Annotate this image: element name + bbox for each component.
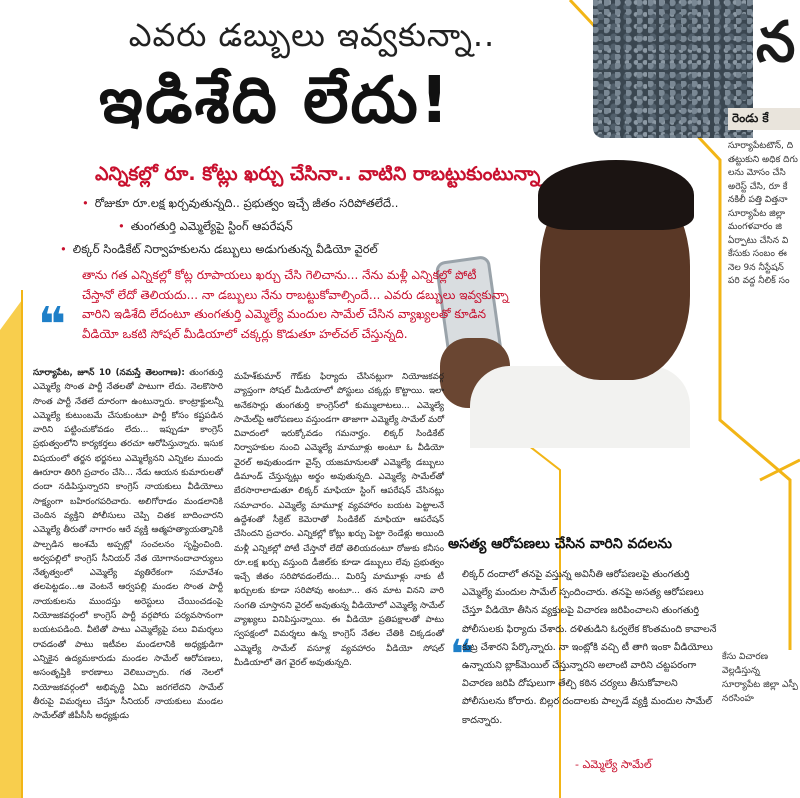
article-column-1 (33, 366, 223, 723)
main-headline: ఇడిశేది లేదు! (98, 64, 451, 138)
neighbor-headline: న (756, 10, 796, 75)
bullet-item: • రోజుకూ రూ.లక్ష ఖర్చవుతున్నది.. ప్రభుత్వం ఇచ్చే జీతం సరిపోతలేదే.. (82, 196, 399, 210)
article-column-2: మహేశ్‌కుమార్ గౌడ్‌కు ఫిర్యాదు చేసినట్లుగా నియోజకవర్గ వ్యాప్తంగా సోషల్ మీడియాలో పోస్టులు చక్కర్లు కొట్టాయి. ఇలా అనేకసార్లు తుంగతుర్తి కాంగ్రెస్‌లో కుమ్ములాటలు... ఎమ్మెల్యే సామేల్‌పై ఆరోపణలు వస్తుండగా తాజాగా ఎమ్మెల్యే సామేల్ మరో వివాదంలో ఇరుక్కోవడం గమనార్హం. లిక్కర్ సిండికేట్ నిర్వాహకుల నుంచి ఎమ్మెల్యే మామూళ్లు అంటూ ఓ వీడియో వైరల్ అవుతుండగా వైన్స్ యజమానులతో ఎమ్మెల్యే డబ్బులు డిమాండ్ చేస్తున్నట్లు అర్థం అవుతున్నది. ఎమ్మెల్యే సామేల్‌తో బేరసారాలాడుతూ లిక్కర్ మాఫియా స్టింగ్ ఆపరేషన్ చేసినట్లు సమాచారం. ఎమ్మెల్యే మామూళ్ల వ్యవహారం బయట పెట్టాలనే ఉద్దేశంతో సీక్రెట్ కెమెరాతో సిండికేట్ మాఫియా ఆపరేషన్ చేసిందని ప్రచారం. ఎన్నికల్లో కోట్లు ఖర్చు పెట్టా రెండేళ్లు అయింది మళ్లీ ఎన్నికల్లో పోటీ చేస్తానో లేదో తెలియదంటూ రోజుకు కనీసం రూ.లక్ష ఖర్చు వస్తుంది డీజిల్‌కు కూడా డబ్బులు లేవు ప్రభుత్వం ఇచ్చే జీతం సరిపోవడంలేదు... మిరిస్తే మామూళ్లు నాకు టీ ఖర్చులకు కూడా సరిపోవు అంటూ... తన మాట వినని వారి సంగతి చూస్తానని వైరల్ అవుతున్న వీడియోలో ఎమ్మెల్యే సామేల్ వ్యాఖ్యలు వినిపిస్తున్నాయి. ఈ వీడియో ప్రతిపక్షాలతో పాటు స్వపక్షంలో విమర్శలు ఉన్న కాంగ్రెస్ నేతల చేతికి చిక్కడంతో ఎమ్మెల్యే సామేల్ వసూళ్ల వ్యవహారం వీడియో సోషల్ మీడియాలో తెగ వైరల్ అవుతున్నది. (234, 372, 444, 668)
dateline: సూర్యాపేట, జూన్ 10 (నమస్తే తెలంగాణ): (33, 368, 185, 378)
neighbor-subhead: రెండు కే (728, 108, 800, 130)
quote-icon: ❝ (450, 632, 474, 678)
bullet-item: • తుంగతుర్తి ఎమ్మెల్యేపై స్టింగ్ ఆపరేషన్ (118, 219, 293, 233)
headline-kicker: ఎవరు డబ్బులు ఇవ్వకున్నా.. (128, 16, 496, 54)
neighbor-photo-caption: కేసు విచారణ వెల్లడిస్తున్న సూర్యాపేట జిల్లా ఎస్పీ నరసింహ (722, 652, 798, 704)
response-box (448, 536, 717, 726)
shirt-graphic (470, 366, 690, 448)
signature: - ఎమ్మెల్యే సామేల్ (575, 758, 652, 771)
response-box-title: అసత్య ఆరోపణలు చేసిన వారిని వదలను (448, 536, 672, 552)
hair-graphic (538, 160, 694, 230)
bullet-item: • లిక్కర్ సిండికేట్ నిర్వాహకులను డబ్బులు అడుగుతున్న వీడియో వైరల్ (60, 242, 378, 256)
response-box-text: లిక్కర్ దందాలో తనపై వస్తున్న అవినీతి ఆరోపణలపై తుంగతుర్తి ఎమ్మెల్యే మందుల సామేల్ స్పందించారు. తనపై అసత్య ఆరోపణలు చేస్తూ వీడియో తీసిన వ్యక్తులపై విచారణ జరిపించాలని తుంగతుర్తి పోలీసులకు ఫిర్యాదు చేశారు. దళితుడిని ఓర్వలేక కొంతమంది కావాలనే కుట్ర చేశారని పేర్కొన్నారు. నా ఇంట్లోకి వచ్చి టీ తాగి ఇంకా వీడియోలు ఉన్నాయని బ్లాక్‌మెయిల్ చేస్తున్నారని అలాంటి వారిని చట్టపరంగా విచారణ జరిపి దోషులుగా తేల్చి కఠిన చర్యలు తీసుకోవాలని పోలీసులను కోరారు. బిల్లర దందాలకు పాల్పడే వ్యక్తి మందుల సామేల్ కాదన్నారు. (462, 569, 717, 726)
column-1-text: తుంగతుర్తి ఎమ్మెల్యే సొంత పార్టీ నేతలతో పాటుగా లేదు. నెలకొసారి సొంత పార్టీ నేతలే దూరంగా ఉంటున్నారు. కాంట్రాక్టులన్నీ ఎమ్మెల్యే కుటుంబమే చేసుకుంటూ పార్టీ కోసం కష్టపడిన వారిని పట్టించుకోవడం లేదు... ఇప్పుడూ కాంగ్రెస్ ప్రభుత్వంలోని కార్యకర్తలు తరచూ ఆరోపిస్తున్నారు. ఇసుక విషయంలో తర్జన భర్జనలు ఎమ్మెల్యేనని ఎన్నికల ముందు ఊరూరా తిరిగి ప్రచారం చేసి... నేడు ఆయన కుమారులతో దందా నడిపిస్తున్నారని కాంగ్రెస్ నాయకులు వీడియోలు సాక్ష్యంగా బహిరంగపరిచారు. అలిగోరాడం మండలానికి చెందిన వ్యక్తిని పోలీసులు చెప్పి చితక బాదించారని ఎమ్మెల్యే తీరుతో నాగారం ఆరే వ్యక్తి ఆత్మహత్యాయత్నానికి పాల్పడిన అంశమే అప్పట్లో సంచలనం సృష్టించింది. అర్వపల్లిలో కాంగ్రెస్ సీనియర్ నేత యోగానందాచార్యులు నేతృత్వంలో ఎమ్మెల్యే వ్యతిరేకంగా సమావేశం తలపెట్టడం...ఆ వెంటనే ఆర్వపల్లి మండల సొంత పార్టీ నాయకులను ముందస్తు అరెస్టులు చేయించడంపై నియోజకవర్గంలో కాంగ్రెస్ పార్టీ వర్గపోరు పర్యవసానంగా బయటపడింది. వీటితో పాటు ఎమ్మెల్యేపై పలు విమర్శలు రావడంతో పాటు ఇటీవల మండలానికి అధ్యక్షుడిగా ఎన్నికైన ఉద్యమకారుడు మండల సామేల్ ఆరోపణలు, అసంతృప్తికి కారణాలు వెలిబుచ్చారు. గత నెలలో నియోజకవర్గంలో అభివృద్ధి ఏమి జరగలేదని సామేల్ తీరుపై విమర్శలు చేస్తూ సీనియర్ నాయకులు మండల సామేల్‌తో జీపీసీసీ అధ్యక్షుడు (33, 368, 224, 722)
quote-icon: ❝ (38, 297, 67, 353)
neighbor-article-text: సూర్యాపేటటౌన్, ది తట్టుకుని అధిక దిగు లను మోసం చేసి అరెస్ట్ చేసి, రూ కే నకిలీ పత్తి విత్తనా సూర్యాపేట జిల్లా మంగళవారం జి ఏర్పాటు చేసిన వి కేసుకు సంబం ఈ నెల 9న నీస్టేషన్ పరి వద్ద నీలిక్ సం (728, 141, 798, 286)
pull-quote: తాను గత ఎన్నికల్లో కోట్ల రూపాయలు ఖర్చు చేసి గెలిచాను... నేను మళ్లీ ఎన్నికల్లో పోటీ చేస్తానో లేదో తెలియదు... నా డబ్బులు నేను రాబట్టుకోవాల్సిందే... ఎవరు డబ్బులు ఇవ్వకున్నా వారిని ఇడిశేది లేదంటూ తుంగతుర్తి ఎమ్మెల్యే మందుల సామేల్ చేసిన వ్యాఖ్యలతో కూడిన వీడియో ఒకటి సోషల్ మీడియాలో చక్కర్లు కొడుతూ హల్‌చల్ చేస్తున్నది. (82, 268, 509, 341)
subheadline: ఎన్నికల్లో రూ. కోట్లు ఖర్చు చేసినా.. వాటిని రాబట్టుకుంటున్నా (95, 163, 541, 185)
